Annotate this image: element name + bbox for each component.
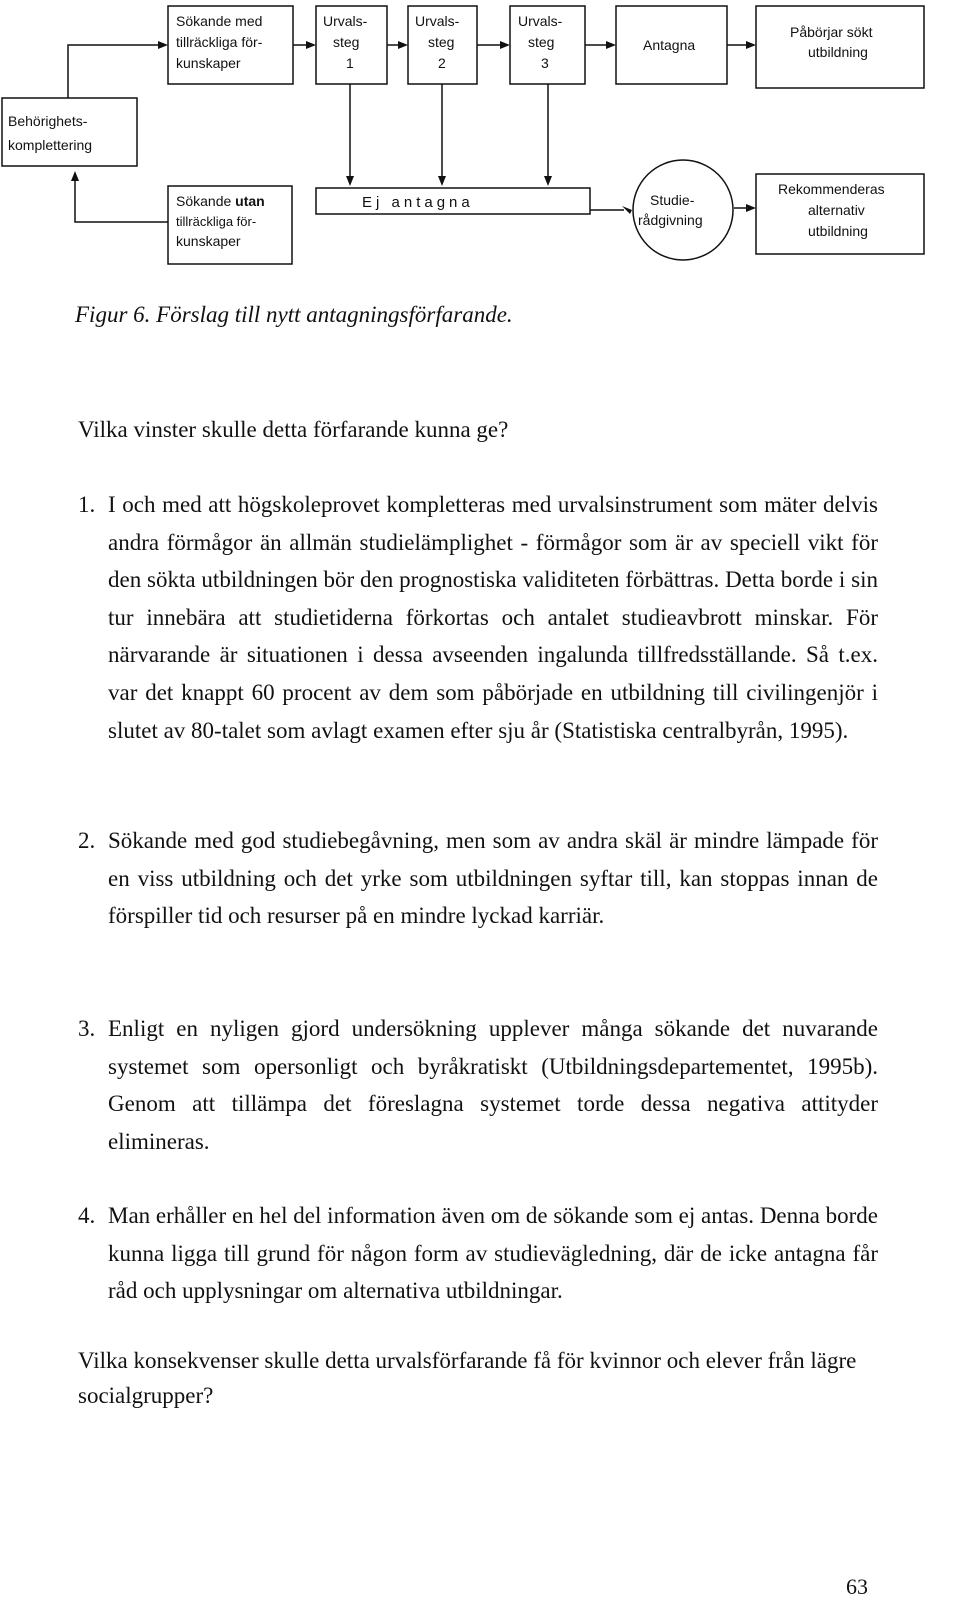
circle-studieradgivning: [633, 160, 733, 260]
box-antagna: [616, 6, 727, 84]
figure-caption: Figur 6. Förslag till nytt antagningsförfarande.: [75, 302, 513, 327]
svg-text:komplettering: komplettering: [8, 137, 93, 153]
list-item-number: 3.: [78, 1016, 96, 1041]
svg-text:Studie-: Studie-: [650, 192, 695, 208]
list-item-text: Enligt en nyligen gjord undersökning upplever många sökande det nuvarande systemet som opersonligt och byråkratiskt (Utbildningsdepartementet, 1995b). Genom att tillämpa det föreslagna systemet torde dessa negativa attityder elimineras.: [108, 1016, 878, 1154]
svg-text:Påbörjar sökt: Påbörjar sökt: [790, 24, 873, 40]
svg-text:Sökande med: Sökande med: [176, 13, 263, 29]
box-ej-antagna: [316, 188, 590, 214]
box-sokande-utan: [168, 186, 292, 264]
svg-text:utbildning: utbildning: [808, 223, 868, 239]
list-item-text: Man erhåller en hel del information även om de sökande som ej antas. Denna borde kunna ligga till grund för någon form av studievägledning, där de icke antagna får råd och upplysningar om alternativa utbildningar.: [108, 1203, 878, 1304]
svg-text:Urvals-: Urvals-: [415, 13, 460, 29]
list-item: [78, 486, 878, 749]
list-item: [78, 1197, 878, 1310]
list-item: [78, 1010, 878, 1160]
box-urvalssteg-3: [510, 6, 585, 84]
svg-text:3: 3: [541, 55, 549, 71]
svg-text:Ej antagna: Ej antagna: [362, 194, 474, 211]
svg-text:Behörighets-: Behörighets-: [8, 113, 88, 129]
list-item-text: Sökande med god studiebegåvning, men som av andra skäl är mindre lämpade för en viss utbildning och det yrke som utbildningen syftar till, kan stoppas innan de förspiller tid och resurser på en mindre lyckad karriär.: [108, 828, 878, 929]
svg-text:2: 2: [438, 55, 446, 71]
question-heading: Vilka vinster skulle detta förfarande kunna ge?: [78, 417, 509, 442]
svg-text:utbildning: utbildning: [808, 44, 868, 60]
question-heading: Vilka konsekvenser skulle detta urvalsförfarande få för kvinnor och elever från lägre socialgrupper?: [78, 1348, 857, 1408]
svg-text:tillräckliga för-: tillräckliga för-: [176, 214, 257, 229]
list-item-number: 2.: [78, 828, 96, 853]
box-sokande-med: [168, 6, 293, 84]
svg-text:steg: steg: [333, 34, 360, 50]
box-rekommenderas-alternativ-utbildning: [756, 174, 924, 254]
svg-text:kunskaper: kunskaper: [176, 55, 241, 71]
svg-text:tillräckliga för-: tillräckliga för-: [176, 34, 263, 50]
svg-text:steg: steg: [428, 34, 455, 50]
svg-text:Antagna: Antagna: [643, 37, 696, 53]
svg-text:steg: steg: [528, 34, 555, 50]
list-item-number: 1.: [78, 492, 96, 517]
box-urvalssteg-1: [316, 6, 387, 84]
svg-text:Urvals-: Urvals-: [323, 13, 368, 29]
flowchart-diagram: [0, 0, 960, 290]
svg-text:Urvals-: Urvals-: [518, 13, 563, 29]
svg-text:Rekommenderas: Rekommenderas: [778, 181, 885, 197]
svg-text:1: 1: [346, 55, 354, 71]
svg-text:rådgivning: rådgivning: [638, 212, 703, 228]
list-item-text: I och med att högskoleprovet kompletteras med urvalsinstrument som mäter delvis andra förmågor än allmän studielämplighet - förmågor som är av speciell vikt för den sökta utbildningen bör den prognostiska validiteten förbättras. Detta borde i sin tur innebära att studietiderna förkortas och antalet studieavbrott minskar. För närvarande är situationen i dessa avseenden ingalunda tillfredsställande. Så t.ex. var det knappt 60 procent av dem som påbörjade en utbildning till civilingenjör i slutet av 80-talet som avlagt examen efter sju år (Statistiska centralbyrån, 1995).: [108, 492, 878, 743]
svg-text:alternativ: alternativ: [808, 202, 865, 218]
box-paborjar-sokt-utbildning: [756, 6, 924, 88]
list-item-number: 4.: [78, 1203, 96, 1228]
svg-text:kunskaper: kunskaper: [176, 233, 241, 249]
svg-text:Sökande utan: Sökande utan: [176, 193, 265, 209]
box-behorighetskomplettering: [2, 98, 137, 166]
box-urvalssteg-2: [408, 6, 477, 84]
page-number: 63: [846, 1574, 868, 1599]
list-item: [78, 822, 878, 935]
